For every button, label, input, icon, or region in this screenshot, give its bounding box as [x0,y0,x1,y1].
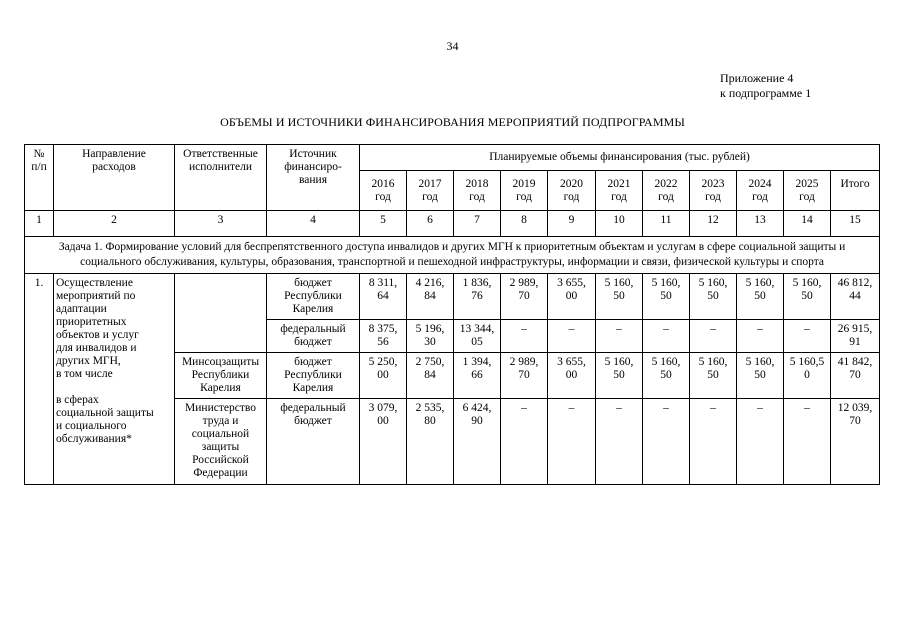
value-cell: 8 311, 64 [360,274,407,320]
row-source: бюджет Республики Карелия [267,353,360,399]
header-year-2024: 2024 год [737,171,784,211]
column-number: 11 [643,211,690,237]
value-cell: – [596,320,643,353]
value-cell: 5 160,5 0 [784,353,831,399]
column-number: 6 [407,211,454,237]
value-cell: 2 535, 80 [407,399,454,485]
value-cell: 8 375, 56 [360,320,407,353]
column-number: 1 [25,211,54,237]
task-description: Задача 1. Формирование условий для беспрепятственного доступа инвалидов и других МГН к приоритетным объектам и услугам в сфере социальной защиты и социального обслуживания, культуры, образования, транспортной и пешеходной инфраструктуры, информации и связи, физической культуры и спорта [25,237,880,274]
row-executor: Минсоцзащиты Республики Карелия [175,353,267,399]
row-executor: Министерство труда и социальной защиты Российской Федерации [175,399,267,485]
column-number: 3 [175,211,267,237]
value-cell: 6 424, 90 [454,399,501,485]
header-year-2017: 2017 год [407,171,454,211]
value-cell: 2 989, 70 [501,353,548,399]
value-cell: – [690,399,737,485]
header-year-2019: 2019 год [501,171,548,211]
value-cell: – [784,399,831,485]
column-number: 9 [548,211,596,237]
total-cell: 12 039, 70 [831,399,880,485]
value-cell: – [737,320,784,353]
item-number: 1. [25,274,54,485]
value-cell: – [501,399,548,485]
value-cell: 1 836, 76 [454,274,501,320]
value-cell: 1 394, 66 [454,353,501,399]
header-year-2016: 2016 год [360,171,407,211]
total-cell: 41 842, 70 [831,353,880,399]
header-year-2020: 2020 год [548,171,596,211]
value-cell: – [548,320,596,353]
value-cell: 2 989, 70 [501,274,548,320]
value-cell: – [690,320,737,353]
value-cell: 5 160, 50 [690,274,737,320]
column-number: 4 [267,211,360,237]
header-source: Источник финансиро- вания [267,145,360,211]
header-year-2021: 2021 год [596,171,643,211]
value-cell: 5 160, 50 [643,353,690,399]
page-number: 34 [446,39,459,53]
header-executors: Ответственные исполнители [175,145,267,211]
appendix-line-2: к подпрограмме 1 [720,86,812,100]
value-cell: – [784,320,831,353]
value-cell: 5 250, 00 [360,353,407,399]
table-row [25,274,880,320]
header-year-2018: 2018 год [454,171,501,211]
value-cell: – [643,320,690,353]
document-title: ОБЪЕМЫ И ИСТОЧНИКИ ФИНАНСИРОВАНИЯ МЕРОПРИЯТИЙ ПОДПРОГРАММЫ [220,115,685,129]
total-cell: 26 915, 91 [831,320,880,353]
value-cell: 5 196, 30 [407,320,454,353]
column-number: 7 [454,211,501,237]
header-row-1 [25,145,880,171]
value-cell: – [643,399,690,485]
column-number: 14 [784,211,831,237]
appendix-line-1: Приложение 4 [720,71,794,85]
header-planned: Планируемые объемы финансирования (тыс. рублей) [360,145,880,171]
value-cell: 4 216, 84 [407,274,454,320]
financing-table [24,144,880,485]
column-numbers-row [25,211,880,237]
value-cell: – [501,320,548,353]
header-year-2022: 2022 год [643,171,690,211]
value-cell: 5 160, 50 [690,353,737,399]
value-cell: 5 160, 50 [596,274,643,320]
row-source: федеральный бюджет [267,399,360,485]
column-number: 8 [501,211,548,237]
value-cell: 5 160, 50 [737,274,784,320]
value-cell: 5 160, 50 [737,353,784,399]
header-total: Итого [831,171,880,211]
value-cell: 13 344, 05 [454,320,501,353]
value-cell: 5 160, 50 [596,353,643,399]
column-number: 15 [831,211,880,237]
value-cell: 3 655, 00 [548,274,596,320]
item-direction: Осуществление мероприятий по адаптации приоритетных объектов и услуг для инвалидов и других МГН, в том числе в сферах социальной защиты и социального обслуживания* [54,274,175,485]
appendix-note [720,71,811,101]
value-cell: – [737,399,784,485]
header-year-2025: 2025 год [784,171,831,211]
value-cell: 2 750, 84 [407,353,454,399]
row-executor [175,274,267,353]
header-num: № п/п [25,145,54,211]
column-number: 10 [596,211,643,237]
header-year-2023: 2023 год [690,171,737,211]
header-direction: Направление расходов [54,145,175,211]
value-cell: – [548,399,596,485]
column-number: 13 [737,211,784,237]
task-row [25,237,880,274]
value-cell: – [596,399,643,485]
value-cell: 3 655, 00 [548,353,596,399]
total-cell: 46 812, 44 [831,274,880,320]
column-number: 12 [690,211,737,237]
column-number: 2 [54,211,175,237]
column-number: 5 [360,211,407,237]
value-cell: 3 079, 00 [360,399,407,485]
value-cell: 5 160, 50 [643,274,690,320]
row-source: бюджет Республики Карелия [267,274,360,320]
value-cell: 5 160, 50 [784,274,831,320]
row-source: федеральный бюджет [267,320,360,353]
